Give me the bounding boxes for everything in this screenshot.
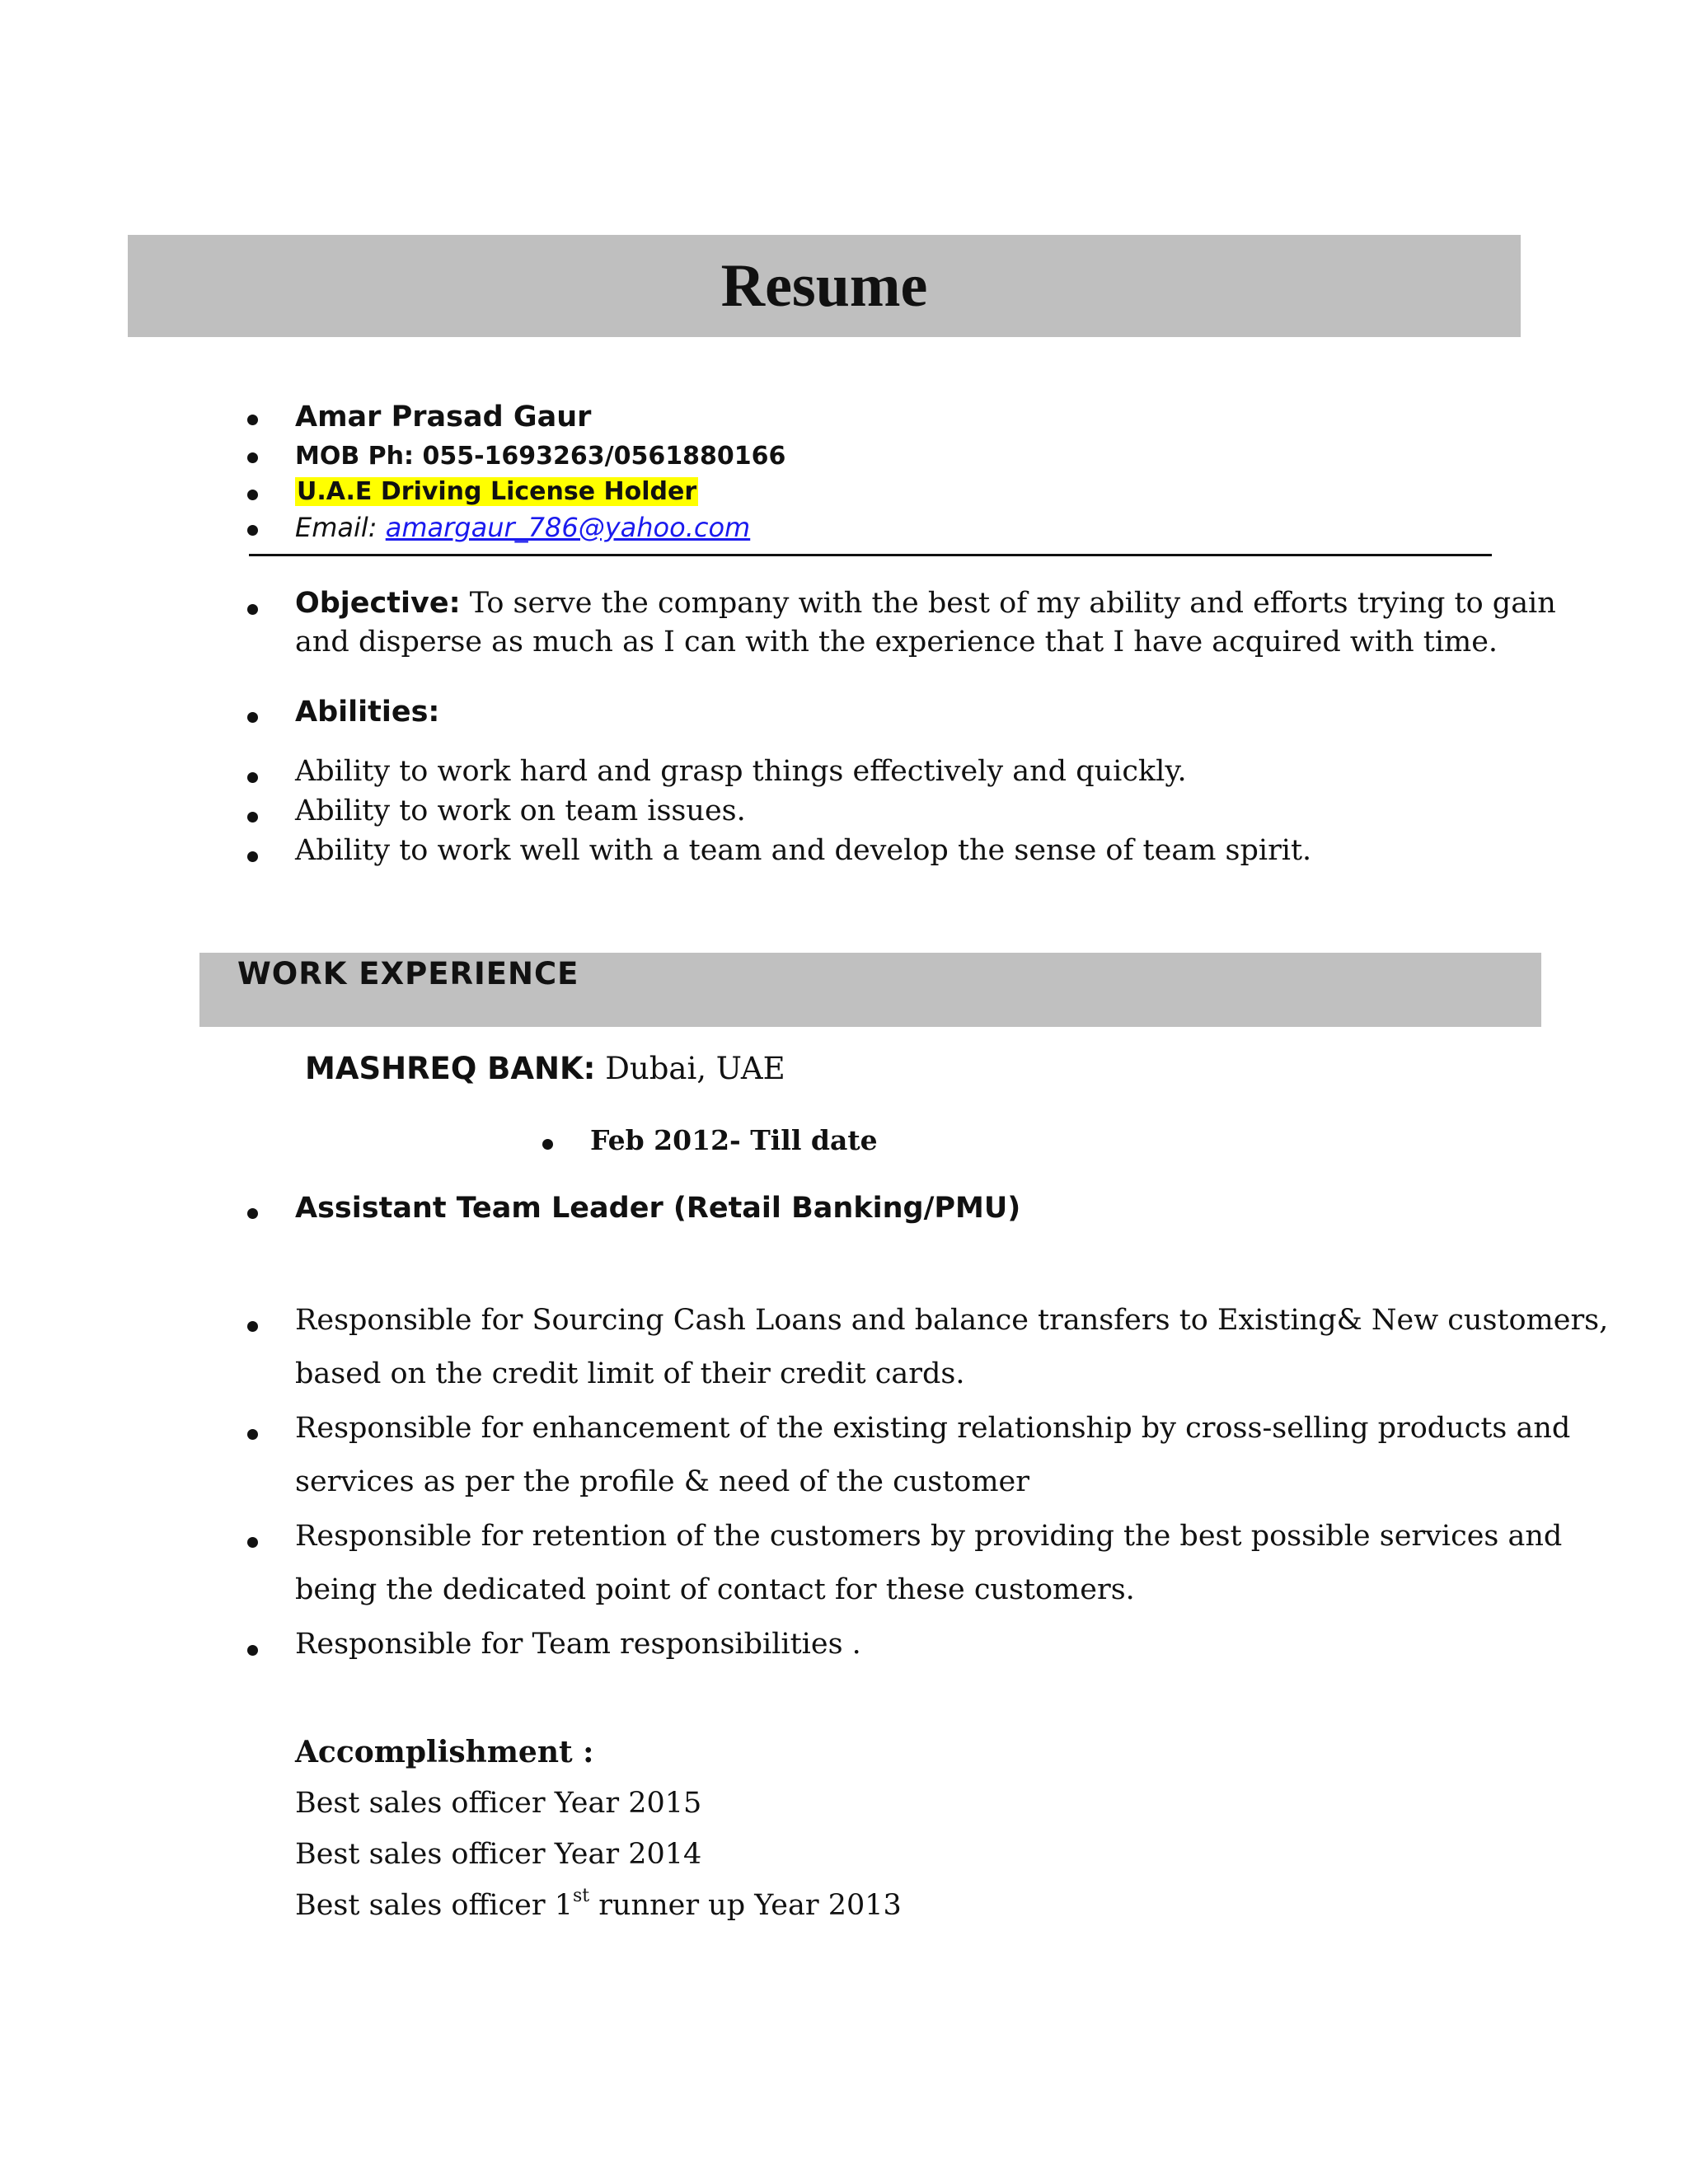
objective-line-1: Objective: To serve the company with the best of my ability and efforts trying to gain [295, 587, 1556, 620]
company-name: MASHREQ BANK: [305, 1051, 596, 1086]
abilities-heading: Abilities: [295, 696, 440, 729]
email-link[interactable]: amargaur_786@yahoo.com [385, 512, 751, 543]
bullet [247, 525, 258, 536]
email-line [295, 512, 750, 543]
bullet [247, 812, 258, 823]
bullet [247, 452, 258, 463]
employment-period: Feb 2012- Till date [590, 1124, 878, 1156]
bullet [247, 1429, 258, 1440]
bullet [247, 604, 258, 615]
section-title-work-experience: WORK EXPERIENCE [237, 956, 579, 991]
bullet [542, 1139, 553, 1150]
divider [249, 554, 1492, 556]
license-line [295, 477, 698, 506]
accomplishment-heading: Accomplishment : [295, 1735, 594, 1769]
bullet [247, 415, 258, 425]
email-label: Email: [295, 512, 377, 543]
responsibility-line: Responsible for retention of the customers by providing the best possible services and [295, 1520, 1563, 1553]
contact-phone: MOB Ph: 055-1693263/0561880166 [295, 442, 786, 471]
page-title: Resume [720, 252, 928, 320]
responsibility-line: based on the credit limit of their credit cards. [295, 1357, 965, 1390]
company-line [305, 1051, 785, 1086]
bullet [247, 851, 258, 862]
objective-line-2: and disperse as much as I can with the experience that I have acquired with time. [295, 626, 1498, 658]
job-role: Assistant Team Leader (Retail Banking/PMU) [295, 1192, 1021, 1225]
bullet [247, 490, 258, 500]
responsibility-line: being the dedicated point of contact for these customers. [295, 1573, 1135, 1606]
bullet [247, 1321, 258, 1332]
bullet [247, 1208, 258, 1219]
responsibility-line: services as per the profile & need of the customer [295, 1465, 1029, 1498]
license-highlight: U.A.E Driving License Holder [297, 477, 697, 506]
ability-item: Ability to work hard and grasp things effectively and quickly. [295, 755, 1187, 788]
bullet [247, 1537, 258, 1548]
bullet [247, 1645, 258, 1656]
contact-name: Amar Prasad Gaur [295, 401, 592, 434]
responsibility-line: Responsible for Sourcing Cash Loans and balance transfers to Existing& New customers, [295, 1304, 1609, 1337]
ordinal-suffix: st [572, 1886, 590, 1906]
accomplishment-item: Best sales officer 1st runner up Year 2013 [295, 1886, 902, 1922]
bullet [247, 772, 258, 783]
accomplishment-item: Best sales officer Year 2014 [295, 1838, 702, 1871]
objective-label: Objective [295, 587, 449, 620]
ability-item: Ability to work on team issues. [295, 794, 746, 827]
accomplishment-item: Best sales officer Year 2015 [295, 1787, 702, 1820]
objective-text: To serve the company with the best of my ability and efforts trying to gain [460, 587, 1556, 620]
ability-item: Ability to work well with a team and develop the sense of team spirit. [295, 834, 1312, 867]
responsibility-line: Responsible for Team responsibilities . [295, 1628, 861, 1661]
bullet [247, 712, 258, 723]
company-location: Dubai, UAE [595, 1051, 785, 1086]
responsibility-line: Responsible for enhancement of the existing relationship by cross-selling products and [295, 1412, 1571, 1445]
